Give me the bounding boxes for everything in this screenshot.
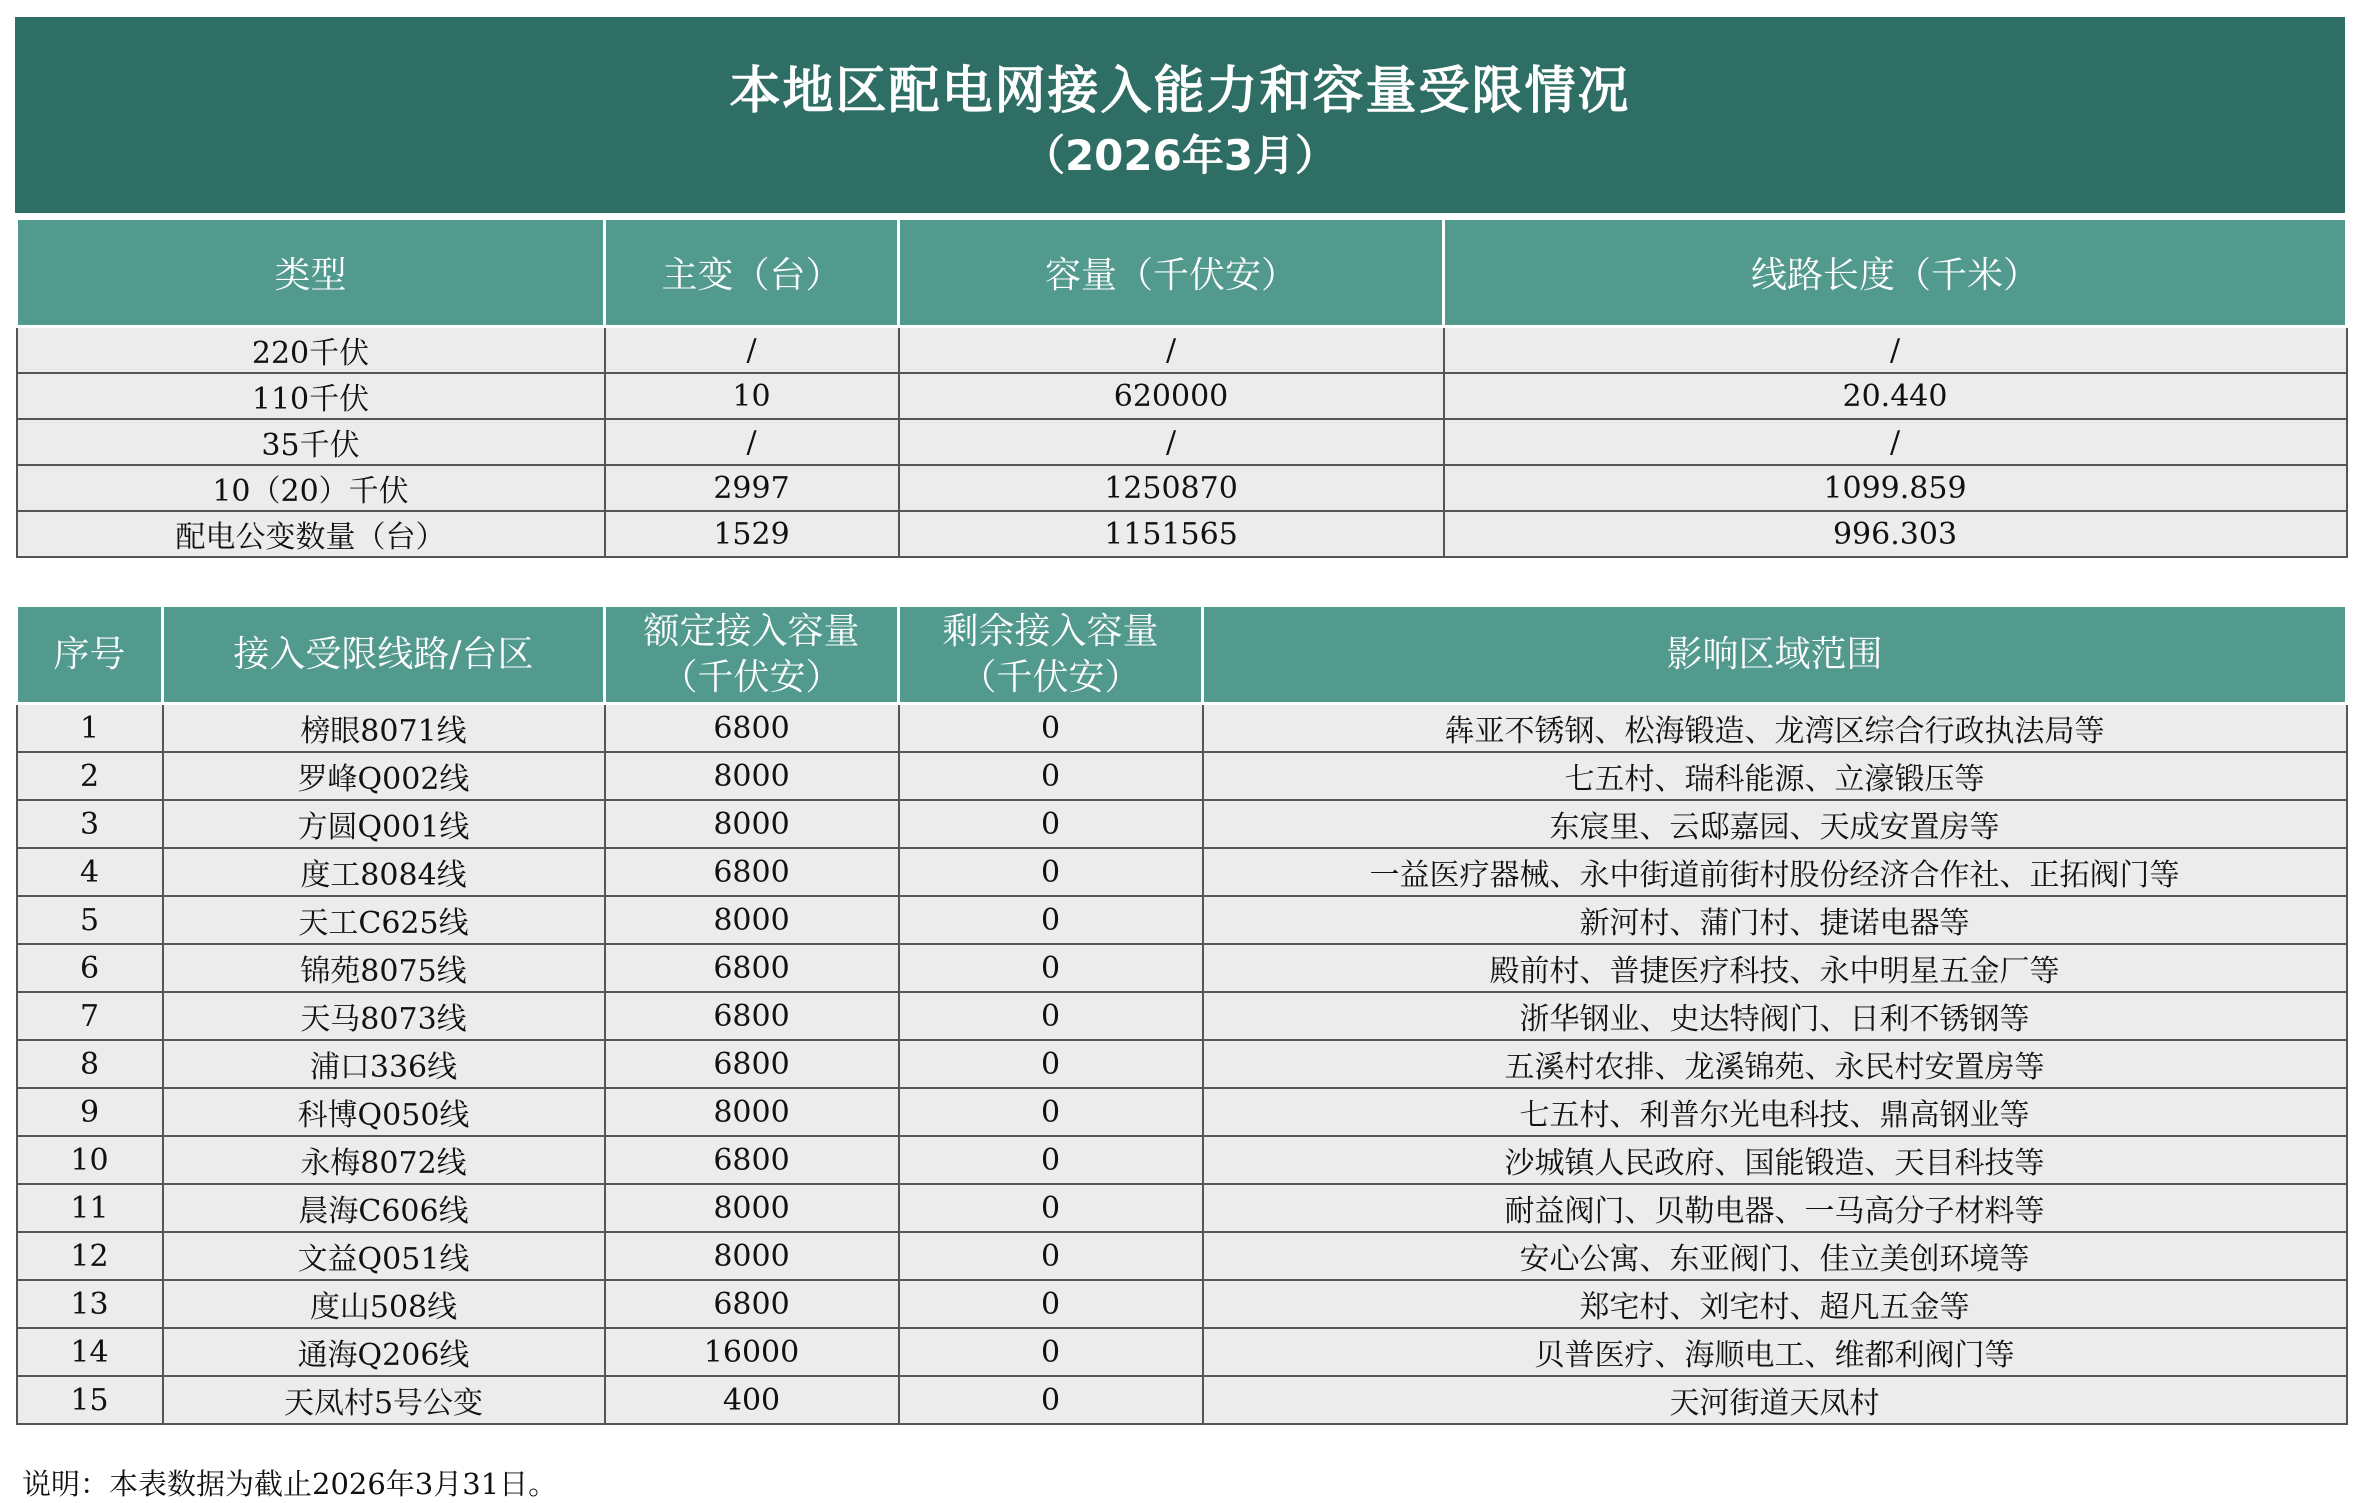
cell-line-name: 天马8073线: [163, 992, 605, 1040]
limited-header-remaining-capacity: [899, 606, 1203, 704]
table-row: [17, 511, 2347, 557]
cell-affected-area: 七五村、瑞科能源、立濠锻压等: [1203, 752, 2347, 800]
cell-line-length: 20.440: [1444, 373, 2347, 419]
cell-affected-area: 五溪村农排、龙溪锦苑、永民村安置房等: [1203, 1040, 2347, 1088]
cell-capacity: 1151565: [899, 511, 1444, 557]
cell-rated-capacity: 8000: [605, 896, 899, 944]
cell-line-name: 文益Q051线: [163, 1232, 605, 1280]
cell-remaining-capacity: 0: [899, 1136, 1203, 1184]
cell-rated-capacity: 6800: [605, 1040, 899, 1088]
cell-rated-capacity: 400: [605, 1376, 899, 1424]
cell-line-name: 度山508线: [163, 1280, 605, 1328]
cell-rated-capacity: 6800: [605, 1136, 899, 1184]
cell-affected-area: 浙华钢业、史达特阀门、日利不锈钢等: [1203, 992, 2347, 1040]
cell-line-name: 榜眼8071线: [163, 704, 605, 753]
footnote: 说明：本表数据为截止2026年3月31日。: [22, 1467, 558, 1501]
cell-index: 13: [17, 1280, 163, 1328]
page-subtitle: （2026年3月）: [1022, 131, 1338, 180]
summary-header-line-length: 线路长度（千米）: [1444, 219, 2347, 327]
cell-transformers: 10: [605, 373, 899, 419]
cell-affected-area: 安心公寓、东亚阀门、佳立美创环境等: [1203, 1232, 2347, 1280]
rated-capacity-unit: （千伏安）: [661, 656, 842, 698]
table-row: [17, 1184, 2347, 1232]
cell-rated-capacity: 6800: [605, 944, 899, 992]
summary-table: [15, 217, 2348, 558]
cell-type: 35千伏: [17, 419, 605, 465]
cell-index: 1: [17, 704, 163, 753]
limited-header-index: 序号: [17, 606, 163, 704]
cell-rated-capacity: 8000: [605, 1184, 899, 1232]
cell-transformers: /: [605, 327, 899, 374]
cell-transformers: /: [605, 419, 899, 465]
table-row: [17, 419, 2347, 465]
cell-line-length: 1099.859: [1444, 465, 2347, 511]
cell-line-name: 浦口336线: [163, 1040, 605, 1088]
summary-header-type: 类型: [17, 219, 605, 327]
cell-affected-area: 耐益阀门、贝勒电器、一马高分子材料等: [1203, 1184, 2347, 1232]
cell-affected-area: 东宸里、云邸嘉园、天成安置房等: [1203, 800, 2347, 848]
table-row: [17, 1328, 2347, 1376]
cell-index: 9: [17, 1088, 163, 1136]
table-row: [17, 1136, 2347, 1184]
limited-body: [17, 704, 2347, 1425]
cell-remaining-capacity: 0: [899, 1280, 1203, 1328]
cell-affected-area: 一益医疗器械、永中街道前街村股份经济合作社、正拓阀门等: [1203, 848, 2347, 896]
cell-affected-area: 新河村、蒲门村、捷诺电器等: [1203, 896, 2347, 944]
table-row: [17, 465, 2347, 511]
cell-line-name: 天凤村5号公变: [163, 1376, 605, 1424]
cell-line-name: 度工8084线: [163, 848, 605, 896]
cell-affected-area: 七五村、利普尔光电科技、鼎高钢业等: [1203, 1088, 2347, 1136]
cell-line-name: 方圆Q001线: [163, 800, 605, 848]
cell-line-name: 罗峰Q002线: [163, 752, 605, 800]
cell-affected-area: 天河街道天凤村: [1203, 1376, 2347, 1424]
cell-remaining-capacity: 0: [899, 1040, 1203, 1088]
table-row: [17, 1232, 2347, 1280]
cell-affected-area: 沙城镇人民政府、国能锻造、天目科技等: [1203, 1136, 2347, 1184]
report-sheet: [15, 17, 2345, 1425]
cell-index: 8: [17, 1040, 163, 1088]
table-row: [17, 1280, 2347, 1328]
cell-remaining-capacity: 0: [899, 896, 1203, 944]
table-row: [17, 752, 2347, 800]
table-row: [17, 704, 2347, 753]
cell-remaining-capacity: 0: [899, 704, 1203, 753]
cell-index: 3: [17, 800, 163, 848]
cell-rated-capacity: 6800: [605, 992, 899, 1040]
cell-line-name: 永梅8072线: [163, 1136, 605, 1184]
cell-remaining-capacity: 0: [899, 1376, 1203, 1424]
cell-index: 10: [17, 1136, 163, 1184]
cell-index: 7: [17, 992, 163, 1040]
cell-rated-capacity: 6800: [605, 1280, 899, 1328]
cell-line-name: 锦苑8075线: [163, 944, 605, 992]
cell-line-length: 996.303: [1444, 511, 2347, 557]
cell-capacity: 620000: [899, 373, 1444, 419]
rated-capacity-label: 额定接入容量: [643, 610, 860, 652]
cell-remaining-capacity: 0: [899, 752, 1203, 800]
cell-index: 11: [17, 1184, 163, 1232]
cell-affected-area: 犇亚不锈钢、松海锻造、龙湾区综合行政执法局等: [1203, 704, 2347, 753]
remaining-capacity-label: 剩余接入容量: [942, 610, 1159, 652]
remaining-capacity-unit: （千伏安）: [960, 656, 1141, 698]
cell-remaining-capacity: 0: [899, 1328, 1203, 1376]
cell-remaining-capacity: 0: [899, 992, 1203, 1040]
cell-rated-capacity: 8000: [605, 1232, 899, 1280]
table-row: [17, 992, 2347, 1040]
limited-header-affected-area: 影响区域范围: [1203, 606, 2347, 704]
table-row: [17, 1088, 2347, 1136]
table-row: [17, 896, 2347, 944]
cell-index: 15: [17, 1376, 163, 1424]
table-row: [17, 848, 2347, 896]
table-row: [17, 327, 2347, 374]
cell-remaining-capacity: 0: [899, 800, 1203, 848]
cell-remaining-capacity: 0: [899, 944, 1203, 992]
limited-table: [15, 604, 2348, 1425]
limited-header-rated-capacity: [605, 606, 899, 704]
summary-header-row: [17, 219, 2347, 327]
cell-affected-area: 贝普医疗、海顺电工、维都利阀门等: [1203, 1328, 2347, 1376]
cell-type: 220千伏: [17, 327, 605, 374]
cell-transformers: 1529: [605, 511, 899, 557]
cell-remaining-capacity: 0: [899, 1232, 1203, 1280]
cell-type: 110千伏: [17, 373, 605, 419]
cell-line-name: 晨海C606线: [163, 1184, 605, 1232]
summary-header-transformers: 主变（台）: [605, 219, 899, 327]
cell-line-name: 通海Q206线: [163, 1328, 605, 1376]
cell-line-name: 科博Q050线: [163, 1088, 605, 1136]
cell-index: 5: [17, 896, 163, 944]
title-block: [15, 17, 2345, 217]
cell-remaining-capacity: 0: [899, 848, 1203, 896]
limited-header-row: [17, 606, 2347, 704]
cell-line-length: /: [1444, 419, 2347, 465]
cell-capacity: /: [899, 419, 1444, 465]
table-row: [17, 800, 2347, 848]
cell-capacity: 1250870: [899, 465, 1444, 511]
cell-transformers: 2997: [605, 465, 899, 511]
cell-line-length: /: [1444, 327, 2347, 374]
cell-index: 6: [17, 944, 163, 992]
cell-index: 12: [17, 1232, 163, 1280]
summary-body: [17, 327, 2347, 558]
table-row: [17, 1376, 2347, 1424]
cell-remaining-capacity: 0: [899, 1184, 1203, 1232]
cell-type: 10（20）千伏: [17, 465, 605, 511]
summary-header-capacity: 容量（千伏安）: [899, 219, 1444, 327]
cell-remaining-capacity: 0: [899, 1088, 1203, 1136]
cell-index: 4: [17, 848, 163, 896]
cell-rated-capacity: 6800: [605, 848, 899, 896]
page-title: 本地区配电网接入能力和容量受限情况: [729, 62, 1631, 121]
cell-capacity: /: [899, 327, 1444, 374]
cell-rated-capacity: 6800: [605, 704, 899, 753]
cell-affected-area: 殿前村、普捷医疗科技、永中明星五金厂等: [1203, 944, 2347, 992]
cell-affected-area: 郑宅村、刘宅村、超凡五金等: [1203, 1280, 2347, 1328]
cell-rated-capacity: 16000: [605, 1328, 899, 1376]
limited-header-line: 接入受限线路/台区: [163, 606, 605, 704]
cell-line-name: 天工C625线: [163, 896, 605, 944]
cell-index: 14: [17, 1328, 163, 1376]
cell-type: 配电公变数量（台）: [17, 511, 605, 557]
table-row: [17, 944, 2347, 992]
table-row: [17, 1040, 2347, 1088]
table-gap: [15, 558, 2345, 604]
cell-rated-capacity: 8000: [605, 800, 899, 848]
cell-rated-capacity: 8000: [605, 1088, 899, 1136]
cell-rated-capacity: 8000: [605, 752, 899, 800]
cell-index: 2: [17, 752, 163, 800]
table-row: [17, 373, 2347, 419]
